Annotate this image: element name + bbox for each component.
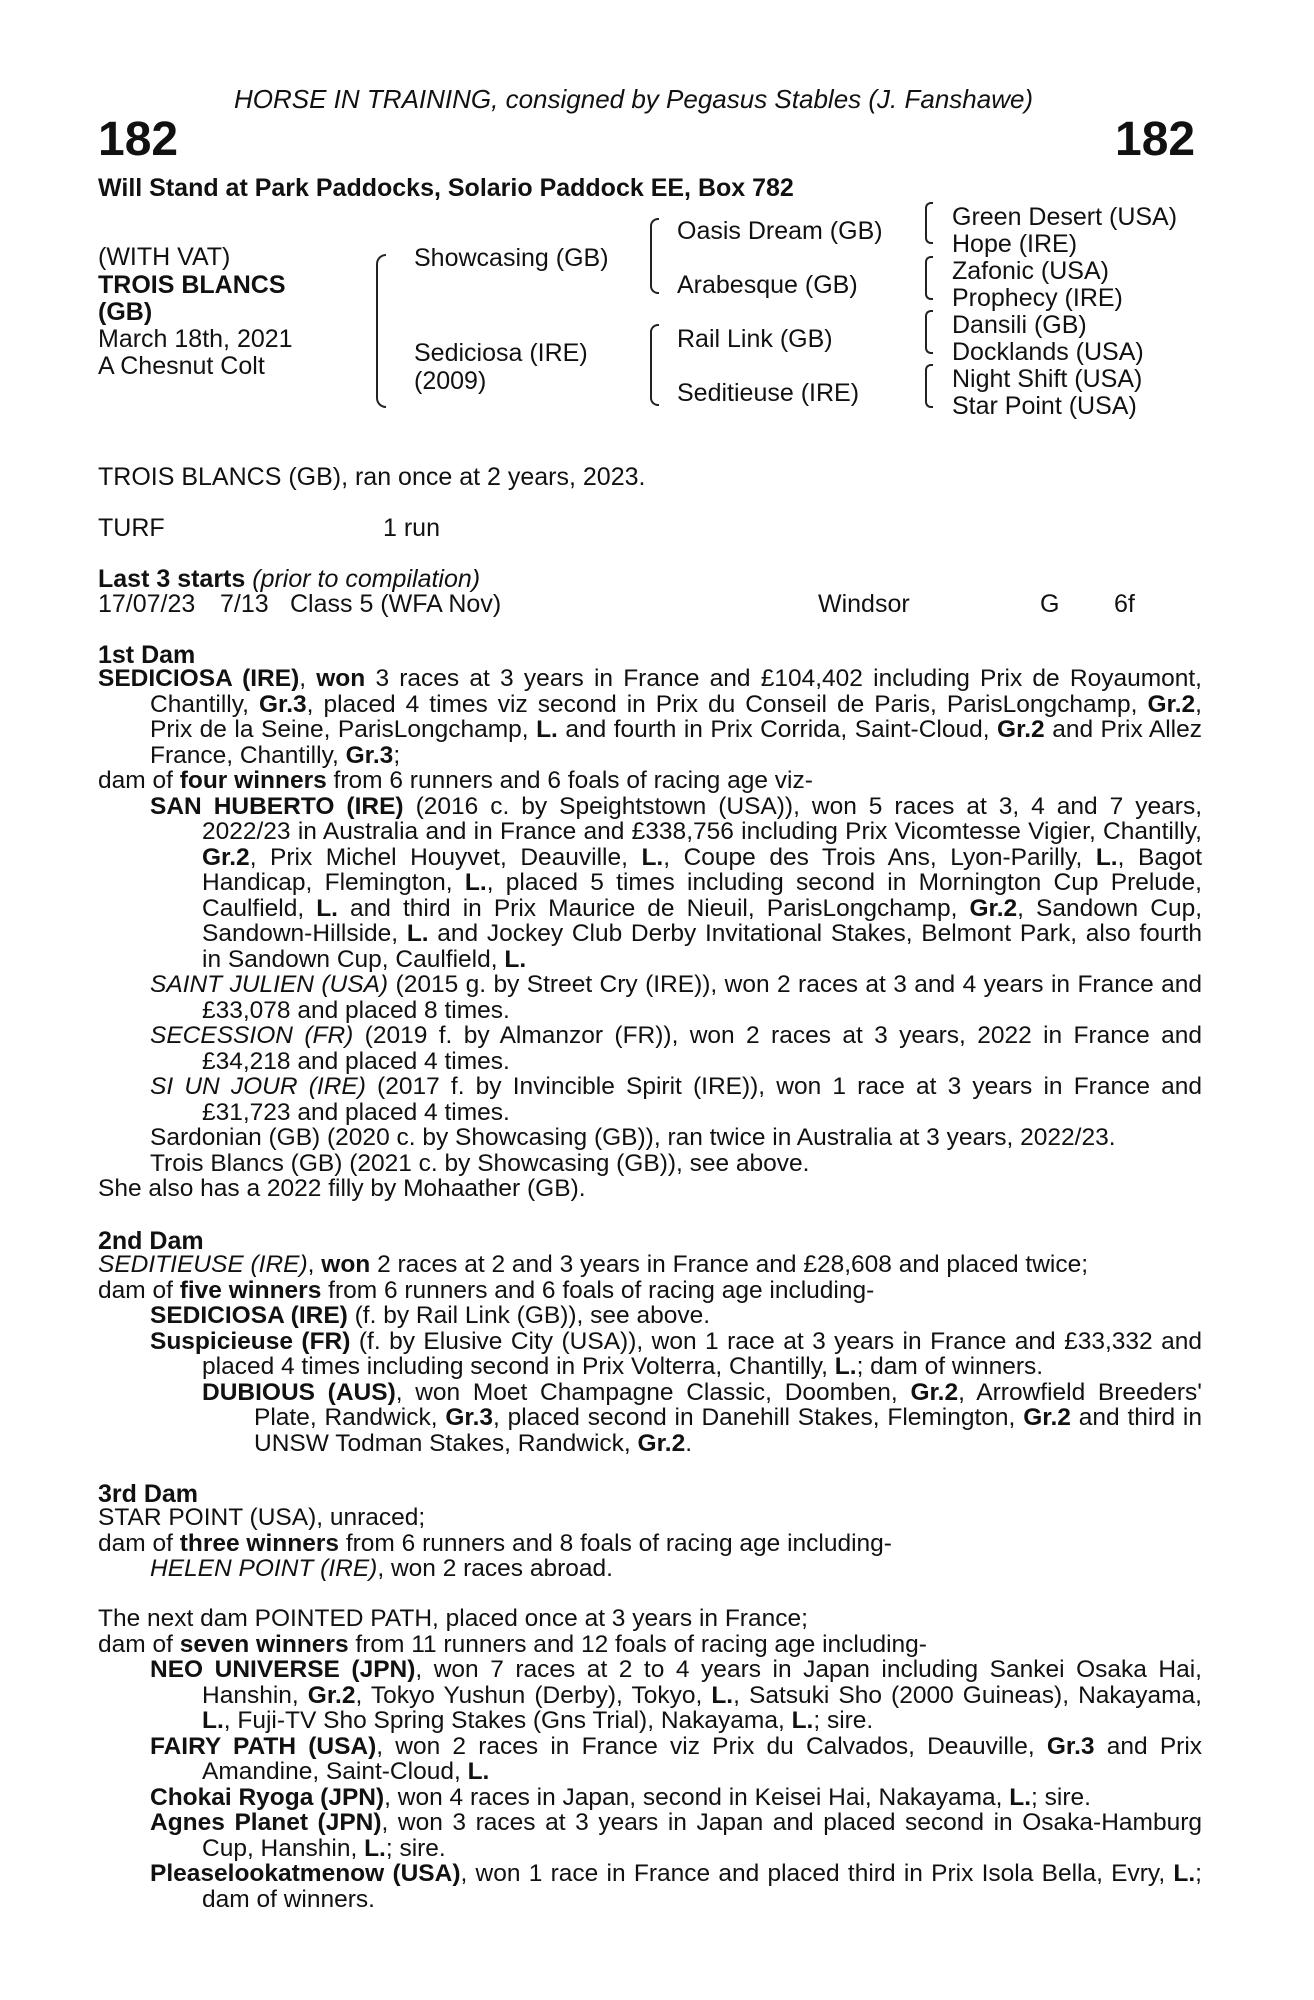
location-line: Will Stand at Park Paddocks, Solario Paddock EE, Box 782 bbox=[98, 174, 794, 202]
horse-dob: March 18th, 2021 bbox=[98, 325, 293, 353]
pedigree-dam-sire: Rail Link (GB) bbox=[677, 325, 833, 353]
produce-san-huberto: SAN HUBERTO (IRE) (2016 c. by Speightstown (USA)), won 5 races at 3, 4 and 7 years, 2022/23 in Australia and in France and £338,756 including Prix Vicomtesse Vigier, Chantilly, Gr.2, Prix Michel Houyvet, Deauville, L., Coupe des Trois Ans, Lyon-Parilly, L., Bagot Handicap, Flemington, L., placed 5 times including second in Mornington Cup Prelude, Caulfield, L. and third in Prix Maurice de Nieuil, ParisLongchamp, Gr.2, Sandown Cup, Sandown-Hillside, L. and Jockey Club Derby Invitational Stakes, Belmont Park, also fourth in Sandown Cup, Caulfield, L. bbox=[150, 792, 1202, 973]
turf-runs: 1 run bbox=[383, 514, 440, 542]
produce-neo-universe: NEO UNIVERSE (JPN), won 7 races at 2 to 4 years in Japan including Sankei Osaka Hai, Hanshin, Gr.2, Tokyo Yushun (Derby), Tokyo, L., Satsuki Sho (2000 Guineas), Nakayama, L., Fuji-TV Sho Spring Stakes (Gns Trial), Nakayama, L.; sire. bbox=[150, 1656, 1202, 1734]
pedigree-dam-year: (2009) bbox=[414, 367, 487, 395]
lot-number-right: 182 bbox=[1115, 113, 1196, 166]
produce-dubious: DUBIOUS (AUS), won Moet Champagne Classic, Doomben, Gr.2, Arrowfield Breeders' Plate, Randwick, Gr.3, placed second in Danehill Stakes, Flemington, Gr.2 and third in UNSW Todman Stakes, Randwick, Gr.2. bbox=[202, 1378, 1203, 1457]
next-dam-record: The next dam POINTED PATH, placed once at 3 years in France; bbox=[98, 1605, 808, 1632]
horse-name: TROIS BLANCS bbox=[98, 271, 286, 299]
produce-si-un-jour: SI UN JOUR (IRE) (2017 f. by Invincible Spirit (IRE)), won 1 race at 3 years in France and £31,723 and placed 4 times. bbox=[150, 1073, 1203, 1126]
pedigree-g3: Zafonic (USA) bbox=[952, 257, 1109, 285]
pedigree-g4: Prophecy (IRE) bbox=[952, 284, 1123, 312]
start-course: Windsor bbox=[818, 590, 910, 618]
consignor-line: HORSE IN TRAINING, consigned by Pegasus Stables (J. Fanshawe) bbox=[234, 84, 1034, 114]
pedigree-brace-g78 bbox=[925, 364, 933, 408]
second-dam-heading: 2nd Dam bbox=[98, 1227, 204, 1255]
vat-note: (WITH VAT) bbox=[98, 243, 231, 271]
lot-number-left: 182 bbox=[98, 113, 179, 166]
pedigree-g1: Green Desert (USA) bbox=[952, 203, 1178, 231]
next-dam-block bbox=[98, 1606, 1202, 1912]
produce-trois-blancs: Trois Blancs (GB) (2021 c. by Showcasing (GB)), see above. bbox=[150, 1149, 810, 1177]
produce-sardonian: Sardonian (GB) (2020 c. by Showcasing (GB)), ran twice in Australia at 3 years, 2022/23. bbox=[150, 1124, 1116, 1151]
pedigree-g7: Night Shift (USA) bbox=[952, 365, 1143, 393]
last-starts-note: (prior to compilation) bbox=[252, 565, 481, 593]
second-dam-record: SEDITIEUSE (IRE), won 2 races at 2 and 3 years in France and £28,608 and placed twice; bbox=[98, 1251, 1089, 1278]
produce-suspicieuse: Suspicieuse (FR) (f. by Elusive City (USA)), won 1 race at 3 years in France and £33,332 and placed 4 times including second in Prix Volterra, Chantilly, L.; dam of winners. bbox=[150, 1327, 1202, 1380]
produce-pleaselookatmenow: Pleaselookatmenow (USA), won 1 race in France and placed third in Prix Isola Bella, Evry, L.; dam of winners. bbox=[150, 1860, 1202, 1913]
start-race: Class 5 (WFA Nov) bbox=[290, 590, 502, 618]
pedigree-g2: Hope (IRE) bbox=[952, 230, 1078, 258]
first-dam-block bbox=[98, 666, 1202, 1202]
third-dam-produce-summary: dam of three winners from 6 runners and 8 foals of racing age including- bbox=[98, 1529, 892, 1557]
produce-agnes-planet: Agnes Planet (JPN), won 3 races at 3 years in Japan and placed second in Osaka-Hamburg Cup, Hanshin, L.; sire. bbox=[150, 1809, 1202, 1862]
produce-fairy-path: FAIRY PATH (USA), won 2 races in France viz Prix du Calvados, Deauville, Gr.3 and Prix Amandine, Saint-Cloud, L. bbox=[150, 1732, 1203, 1785]
first-dam-also: She also has a 2022 filly by Mohaather (GB). bbox=[98, 1175, 586, 1202]
pedigree-sire-sire: Oasis Dream (GB) bbox=[677, 217, 883, 245]
start-going: G bbox=[1040, 590, 1060, 618]
second-dam-produce-summary: dam of five winners from 6 runners and 6 foals of racing age including- bbox=[98, 1276, 875, 1304]
pedigree-g8: Star Point (USA) bbox=[952, 392, 1137, 420]
race-summary: TROIS BLANCS (GB), ran once at 2 years, 2023. bbox=[98, 463, 646, 491]
produce-saint-julien: SAINT JULIEN (USA) (2015 g. by Street Cry (IRE)), won 2 races at 3 and 4 years in France and £33,078 and placed 8 times. bbox=[150, 971, 1202, 1024]
pedigree-brace-g12 bbox=[925, 202, 933, 244]
pedigree-sire-dam: Arabesque (GB) bbox=[677, 271, 858, 299]
first-dam-heading: 1st Dam bbox=[98, 641, 196, 669]
start-date: 17/07/23 bbox=[98, 590, 196, 618]
pedigree-brace-g34 bbox=[925, 256, 933, 300]
pedigree-dam-dam: Seditieuse (IRE) bbox=[677, 379, 860, 407]
pedigree-brace-main bbox=[376, 254, 386, 408]
produce-helen-point: HELEN POINT (IRE), won 2 races abroad. bbox=[150, 1555, 613, 1582]
pedigree-g5: Dansili (GB) bbox=[952, 311, 1087, 339]
produce-chokai-ryoga: Chokai Ryoga (JPN), won 4 races in Japan, second in Keisei Hai, Nakayama, L.; sire. bbox=[150, 1783, 1091, 1811]
start-distance: 6f bbox=[1114, 590, 1135, 618]
pedigree-brace-g56 bbox=[925, 310, 933, 354]
produce-sediciosa: SEDICIOSA (IRE) (f. by Rail Link (GB)), see above. bbox=[150, 1302, 711, 1329]
pedigree-sire: Showcasing (GB) bbox=[414, 244, 609, 272]
first-dam-record: SEDICIOSA (IRE), won 3 races at 3 years in France and £104,402 including Prix de Royaumont, Chantilly, Gr.3, placed 4 times viz second in Prix du Conseil de Paris, ParisLongchamp, Gr.2, Prix de la Seine, ParisLongchamp, L. and fourth in Prix Corrida, Saint-Cloud, Gr.2 and Prix Allez France, Chantilly, Gr.3; bbox=[98, 665, 1202, 769]
third-dam-record: STAR POINT (USA), unraced; bbox=[98, 1504, 426, 1531]
produce-secession: SECESSION (FR) (2019 f. by Almanzor (FR)), won 2 races at 3 years, 2022 in France and £34,218 and placed 4 times. bbox=[150, 1022, 1203, 1075]
pedigree-g6: Docklands (USA) bbox=[952, 338, 1144, 366]
pedigree-brace-dam bbox=[650, 324, 659, 406]
first-dam-produce-summary: dam of four winners from 6 runners and 6 foals of racing age viz- bbox=[98, 767, 813, 794]
pedigree-brace-sire bbox=[650, 218, 659, 294]
third-dam-block bbox=[98, 1505, 1202, 1582]
last-starts-title: Last 3 starts bbox=[98, 565, 246, 593]
next-dam-produce-summary: dam of seven winners from 11 runners and 12 foals of racing age including- bbox=[98, 1630, 927, 1658]
third-dam-heading: 3rd Dam bbox=[98, 1480, 199, 1508]
second-dam-block bbox=[98, 1252, 1202, 1456]
start-position: 7/13 bbox=[220, 590, 269, 618]
horse-description: A Chesnut Colt bbox=[98, 352, 265, 380]
pedigree-dam: Sediciosa (IRE) bbox=[414, 339, 588, 367]
turf-label: TURF bbox=[98, 514, 165, 542]
horse-country: (GB) bbox=[98, 298, 153, 326]
